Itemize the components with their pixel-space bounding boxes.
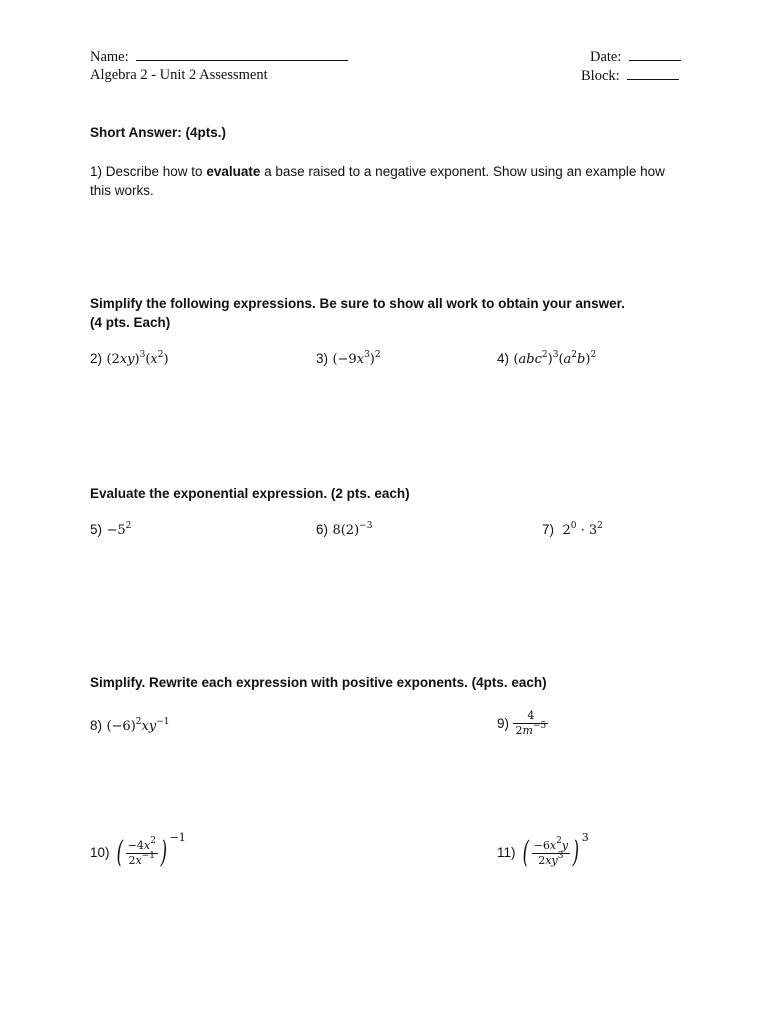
- q7-number: 7): [542, 522, 555, 537]
- name-field[interactable]: [90, 48, 348, 66]
- question-3: [316, 350, 381, 368]
- q9-fraction: $\frac{4}{2m^{-5}}$: [515, 709, 547, 737]
- question-10: [90, 830, 186, 870]
- q11-number: 11): [497, 844, 516, 860]
- question-4: [497, 350, 596, 368]
- block-blank[interactable]: [627, 67, 679, 80]
- q8-expression: $(-6)^2xy^{-1}$: [106, 717, 170, 734]
- question-5: [90, 521, 131, 539]
- q10-number: 10): [90, 844, 110, 860]
- question-7: [542, 521, 603, 539]
- course-title: Algebra 2 - Unit 2 Assessment: [90, 67, 268, 83]
- q9-number: 9): [497, 716, 510, 731]
- short-answer-heading: Short Answer: (4pts.): [90, 125, 227, 140]
- q11-expression: ( $\frac{-6x^2y}{2xy^3}$ ) $^3$: [522, 830, 589, 870]
- question-1-line2: this works.: [90, 183, 154, 198]
- q8-number: 8): [90, 718, 103, 733]
- question-1: [90, 162, 665, 181]
- question-2: [90, 350, 169, 368]
- simplify-heading-line1: Simplify the following expressions. Be sure to show all work to obtain your answer.: [90, 296, 625, 311]
- question-11: [497, 830, 589, 870]
- question-8: [90, 717, 169, 735]
- q3-number: 3): [316, 351, 329, 366]
- block-field[interactable]: [581, 67, 679, 85]
- q10-expression: ( $\frac{-4x^2}{2x^{-1}}$ ) $^{-1}$: [116, 830, 186, 870]
- q4-number: 4): [497, 351, 510, 366]
- name-label: Name:: [90, 49, 129, 65]
- question-9: [497, 709, 548, 738]
- date-label: Date:: [590, 49, 622, 65]
- question-6: [316, 521, 372, 539]
- q5-number: 5): [90, 522, 103, 537]
- q1-bold-word: evaluate: [206, 164, 261, 179]
- simplify-heading-line2: (4 pts. Each): [90, 315, 171, 330]
- q2-number: 2): [90, 351, 103, 366]
- positive-heading: Simplify. Rewrite each expression with positive exponents. (4pts. each): [90, 675, 547, 690]
- evaluate-heading: Evaluate the exponential expression. (2 pts. each): [90, 486, 410, 501]
- q6-number: 6): [316, 522, 329, 537]
- block-label: Block:: [581, 68, 620, 84]
- name-blank[interactable]: [136, 48, 348, 61]
- q1-text-start: 1) Describe how to: [90, 164, 207, 179]
- q5-expression: $-5^2$: [106, 521, 132, 538]
- q7-expression: $2^0 \cdot 3^2$: [562, 521, 603, 538]
- q4-expression: $(abc^2)^3(a^2b)^2$: [513, 350, 597, 367]
- q6-expression: $8(2)^{-3}$: [332, 521, 373, 538]
- q3-expression: $(-9x^3)^2$: [332, 350, 381, 367]
- date-field[interactable]: [590, 48, 681, 66]
- date-blank[interactable]: [629, 48, 681, 61]
- q2-expression: $(2xy)^3(x^2)$: [106, 350, 169, 367]
- q1-text-rest: a base raised to a negative exponent. Show using an example how: [260, 164, 665, 179]
